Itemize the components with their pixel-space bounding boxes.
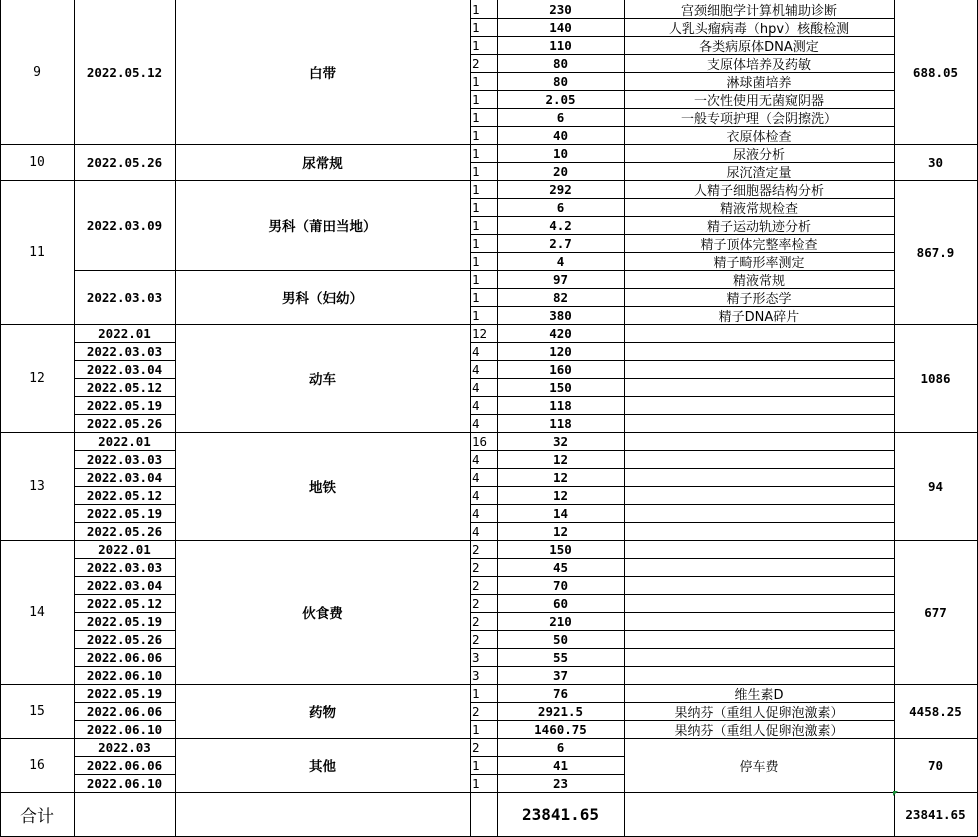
grid-line xyxy=(624,306,894,307)
grid-line xyxy=(74,342,175,343)
row-amount: 12 xyxy=(552,469,569,485)
row-item: 一般专项护理（会阴擦洗） xyxy=(680,111,837,127)
row-date: 2022.06.06 xyxy=(86,757,163,773)
row-quantity: 1 xyxy=(472,721,480,737)
row-quantity: 1 xyxy=(472,127,480,143)
row-item: 果纳芬（重组人促卵泡激素） xyxy=(674,723,844,739)
row-item: 精子畸形率测定 xyxy=(713,255,805,271)
row-item: 宫颈细胞学计算机辅助诊断 xyxy=(680,3,837,19)
row-amount: 6 xyxy=(556,199,565,215)
row-item xyxy=(624,342,894,360)
cell-marker-icon xyxy=(893,791,898,796)
grid-line xyxy=(624,666,894,667)
row-amount: 80 xyxy=(552,55,569,71)
grid-line xyxy=(74,702,175,703)
row-item: 果纳芬（重组人促卵泡激素） xyxy=(674,705,844,721)
grid-line xyxy=(470,576,624,577)
row-amount: 1460.75 xyxy=(534,721,587,737)
grid-line xyxy=(74,0,75,837)
row-quantity: 2 xyxy=(472,703,480,719)
row-item xyxy=(624,522,894,540)
row-amount: 32 xyxy=(552,433,569,449)
grid-line xyxy=(624,414,894,415)
grid-line xyxy=(624,18,894,19)
row-amount: 12 xyxy=(552,451,569,467)
row-date: 2022.05.26 xyxy=(86,415,163,431)
grid-line xyxy=(624,450,894,451)
row-item xyxy=(624,396,894,414)
row-quantity: 4 xyxy=(472,397,480,413)
grid-line xyxy=(470,630,624,631)
row-date: 2022.01 xyxy=(98,433,151,449)
grid-line xyxy=(74,612,175,613)
group-category: 白带 xyxy=(309,66,336,82)
group-number: 14 xyxy=(29,604,45,620)
grid-line xyxy=(470,90,624,91)
row-item xyxy=(624,576,894,594)
group-subtotal: 867.9 xyxy=(916,244,955,260)
row-item: 人精子细胞器结构分析 xyxy=(693,183,824,199)
row-item: 尿液分析 xyxy=(732,147,785,163)
row-quantity: 3 xyxy=(472,667,480,683)
grid-line xyxy=(470,504,624,505)
row-item xyxy=(624,360,894,378)
row-quantity: 4 xyxy=(472,487,480,503)
row-date: 2022.05.26 xyxy=(86,631,163,647)
row-quantity: 1 xyxy=(472,307,480,323)
row-date: 2022.05.12 xyxy=(86,64,163,80)
grid-line xyxy=(624,270,894,271)
row-date: 2022.01 xyxy=(98,541,151,557)
group-subtotal: 4458.25 xyxy=(909,703,962,719)
row-quantity: 12 xyxy=(472,325,488,341)
group-number: 10 xyxy=(29,154,45,170)
row-quantity: 1 xyxy=(472,1,480,17)
row-item xyxy=(624,630,894,648)
group-category: 地铁 xyxy=(309,480,336,496)
row-amount: 6 xyxy=(556,739,565,755)
row-item: 精液常规 xyxy=(732,273,785,289)
row-date: 2022.03.09 xyxy=(86,217,163,233)
group-category: 尿常规 xyxy=(302,156,343,172)
grid-line xyxy=(624,504,894,505)
grid-line xyxy=(74,756,175,757)
grid-line xyxy=(470,594,624,595)
total-amount: 23841.65 xyxy=(521,805,600,824)
row-quantity: 1 xyxy=(472,235,480,251)
group-subtotal: 1086 xyxy=(920,370,951,386)
row-quantity: 2 xyxy=(472,577,480,593)
row-item xyxy=(624,324,894,342)
grid-line xyxy=(470,18,624,19)
row-amount: 230 xyxy=(549,1,572,17)
row-amount: 41 xyxy=(552,757,569,773)
row-date: 2022.03.03 xyxy=(86,343,163,359)
row-quantity: 3 xyxy=(472,649,480,665)
row-date: 2022.05.19 xyxy=(86,613,163,629)
grid-line xyxy=(497,0,498,837)
grid-line xyxy=(624,72,894,73)
row-quantity: 1 xyxy=(472,253,480,269)
grid-line xyxy=(74,450,175,451)
group-number: 13 xyxy=(29,478,45,494)
row-quantity: 2 xyxy=(472,631,480,647)
grid-line xyxy=(74,576,175,577)
row-quantity: 4 xyxy=(472,379,480,395)
row-item: 支原体培养及药敏 xyxy=(706,57,811,73)
row-amount: 150 xyxy=(549,379,572,395)
row-amount: 55 xyxy=(552,649,569,665)
grid-line xyxy=(624,594,894,595)
grid-line xyxy=(74,396,175,397)
grid-line xyxy=(175,0,176,837)
grid-line xyxy=(74,774,175,775)
grid-line xyxy=(470,378,624,379)
row-date: 2022.05.12 xyxy=(86,595,163,611)
row-amount: 292 xyxy=(549,181,572,197)
row-item xyxy=(624,450,894,468)
row-date: 2022.05.19 xyxy=(86,505,163,521)
row-item xyxy=(624,594,894,612)
row-quantity: 1 xyxy=(472,775,480,791)
row-amount: 110 xyxy=(549,37,572,53)
grid-line xyxy=(470,756,624,757)
grid-line xyxy=(470,360,624,361)
row-quantity: 16 xyxy=(472,433,488,449)
row-date: 2022.03.03 xyxy=(86,451,163,467)
row-date: 2022.06.06 xyxy=(86,649,163,665)
row-amount: 420 xyxy=(549,325,572,341)
grid-line xyxy=(74,378,175,379)
row-item xyxy=(624,540,894,558)
grid-line xyxy=(470,342,624,343)
grid-line xyxy=(470,126,624,127)
row-quantity: 1 xyxy=(472,199,480,215)
group-subtotal: 94 xyxy=(927,478,944,494)
group-subtotal: 677 xyxy=(924,604,947,620)
row-item xyxy=(624,486,894,504)
grid-line xyxy=(74,486,175,487)
grid-line xyxy=(74,504,175,505)
grid-line xyxy=(470,414,624,415)
row-quantity: 2 xyxy=(472,595,480,611)
row-item: 精子形态学 xyxy=(726,291,792,307)
group-category: 男科（莆田当地） xyxy=(268,219,377,235)
grid-line xyxy=(624,0,625,837)
grid-line xyxy=(624,108,894,109)
grid-line xyxy=(470,54,624,55)
row-quantity: 1 xyxy=(472,91,480,107)
row-amount: 97 xyxy=(552,271,569,287)
row-amount: 120 xyxy=(549,343,572,359)
grid-line xyxy=(74,720,175,721)
row-item xyxy=(624,378,894,396)
row-item: 精子运动轨迹分析 xyxy=(706,219,811,235)
row-quantity: 1 xyxy=(472,37,480,53)
group-category: 伙食费 xyxy=(302,606,343,622)
grid-line xyxy=(894,0,895,837)
row-quantity: 2 xyxy=(472,55,480,71)
group-number: 16 xyxy=(29,757,45,773)
row-amount: 4.2 xyxy=(549,217,572,233)
row-quantity: 1 xyxy=(472,685,480,701)
grid-line xyxy=(624,288,894,289)
grid-line xyxy=(624,54,894,55)
row-date: 2022.03.04 xyxy=(86,577,163,593)
row-amount: 160 xyxy=(549,361,572,377)
grid-line xyxy=(470,774,624,775)
row-item xyxy=(624,558,894,576)
grid-line xyxy=(624,612,894,613)
row-quantity: 2 xyxy=(472,559,480,575)
grid-line xyxy=(470,486,624,487)
grid-line xyxy=(624,522,894,523)
row-date: 2022.05.26 xyxy=(86,523,163,539)
grid-line xyxy=(624,558,894,559)
row-item xyxy=(624,504,894,522)
row-amount: 40 xyxy=(552,127,569,143)
row-item: 尿沉渣定量 xyxy=(726,165,792,181)
row-item xyxy=(624,666,894,684)
grid-line xyxy=(470,450,624,451)
row-date: 2022.05.19 xyxy=(86,685,163,701)
row-amount: 4 xyxy=(556,253,565,269)
grid-line xyxy=(624,702,894,703)
grid-line xyxy=(624,360,894,361)
row-amount: 380 xyxy=(549,307,572,323)
row-quantity: 4 xyxy=(472,415,480,431)
row-quantity: 1 xyxy=(472,217,480,233)
group-number: 11 xyxy=(29,244,45,260)
row-item: 精子DNA碎片 xyxy=(718,309,800,325)
grid-line xyxy=(470,306,624,307)
grid-line xyxy=(470,522,624,523)
grid-line xyxy=(624,630,894,631)
grid-line xyxy=(624,720,894,721)
grid-line xyxy=(470,558,624,559)
row-amount: 10 xyxy=(552,145,569,161)
grid-line xyxy=(470,162,624,163)
grid-line xyxy=(470,252,624,253)
row-amount: 20 xyxy=(552,163,569,179)
row-item xyxy=(624,414,894,432)
row-quantity: 1 xyxy=(472,109,480,125)
grid-line xyxy=(470,720,624,721)
row-date: 2022.05.12 xyxy=(86,379,163,395)
row-amount: 2921.5 xyxy=(537,703,584,719)
row-amount: 12 xyxy=(552,523,569,539)
row-date: 2022.01 xyxy=(98,325,151,341)
row-amount: 80 xyxy=(552,73,569,89)
row-amount: 37 xyxy=(552,667,569,683)
row-amount: 45 xyxy=(552,559,569,575)
grid-line xyxy=(624,90,894,91)
row-quantity: 2 xyxy=(472,541,480,557)
row-item: 衣原体检查 xyxy=(726,129,792,145)
row-date: 2022.06.10 xyxy=(86,775,163,791)
row-quantity: 4 xyxy=(472,361,480,377)
grid-line xyxy=(624,648,894,649)
grid-line xyxy=(470,198,624,199)
grid-line xyxy=(470,270,624,271)
grid-line xyxy=(624,486,894,487)
row-amount: 14 xyxy=(552,505,569,521)
grid-line xyxy=(470,702,624,703)
row-amount: 76 xyxy=(552,685,569,701)
row-quantity: 4 xyxy=(472,343,480,359)
grid-line xyxy=(624,576,894,577)
grid-line xyxy=(624,396,894,397)
row-quantity: 4 xyxy=(472,469,480,485)
grid-line xyxy=(470,0,471,837)
grid-line xyxy=(624,378,894,379)
row-amount: 210 xyxy=(549,613,572,629)
row-amount: 6 xyxy=(556,109,565,125)
grid-line xyxy=(624,126,894,127)
grid-line xyxy=(624,252,894,253)
grid-line xyxy=(470,234,624,235)
row-date: 2022.05.12 xyxy=(86,487,163,503)
group-category: 男科（妇幼） xyxy=(282,291,363,307)
row-amount: 50 xyxy=(552,631,569,647)
row-quantity: 1 xyxy=(472,271,480,287)
grid-line xyxy=(470,72,624,73)
row-date: 2022.06.10 xyxy=(86,721,163,737)
row-quantity: 1 xyxy=(472,19,480,35)
row-quantity: 1 xyxy=(472,73,480,89)
row-amount: 12 xyxy=(552,487,569,503)
grid-line xyxy=(74,270,470,271)
row-item: 淋球菌培养 xyxy=(726,75,792,91)
grid-line xyxy=(74,648,175,649)
grid-line xyxy=(74,558,175,559)
row-amount: 118 xyxy=(549,415,572,431)
row-item: 各类病原体DNA测定 xyxy=(699,39,819,55)
grid-line xyxy=(74,414,175,415)
row-date: 2022.06.10 xyxy=(86,667,163,683)
row-amount: 140 xyxy=(549,19,572,35)
group-number: 15 xyxy=(29,703,45,719)
row-amount: 23 xyxy=(552,775,569,791)
group-category: 动车 xyxy=(309,372,336,388)
row-item: 停车费 xyxy=(739,759,779,775)
row-amount: 150 xyxy=(549,541,572,557)
row-date: 2022.05.26 xyxy=(86,154,163,170)
row-date: 2022.06.06 xyxy=(86,703,163,719)
group-category: 其他 xyxy=(309,759,336,775)
group-category: 药物 xyxy=(309,705,336,721)
row-quantity: 1 xyxy=(472,289,480,305)
row-date: 2022.05.19 xyxy=(86,397,163,413)
group-number: 9 xyxy=(33,64,41,80)
grid-line xyxy=(470,288,624,289)
total-subtotal: 23841.65 xyxy=(905,807,966,822)
grid-line xyxy=(624,468,894,469)
grid-line xyxy=(74,666,175,667)
grid-line xyxy=(74,594,175,595)
row-amount: 118 xyxy=(549,397,572,413)
grid-line xyxy=(624,342,894,343)
grid-line xyxy=(470,468,624,469)
row-amount: 70 xyxy=(552,577,569,593)
row-quantity: 4 xyxy=(472,505,480,521)
grid-line xyxy=(624,162,894,163)
row-quantity: 4 xyxy=(472,523,480,539)
grid-line xyxy=(74,630,175,631)
row-quantity: 1 xyxy=(472,181,480,197)
row-item: 精子顶体完整率检查 xyxy=(700,237,818,253)
group-subtotal: 70 xyxy=(927,757,944,773)
grid-line xyxy=(0,792,978,793)
row-item: 人乳头瘤病毒（hpv）核酸检测 xyxy=(668,21,850,37)
grid-line xyxy=(624,36,894,37)
total-label: 合计 xyxy=(20,807,54,827)
row-item: 维生素D xyxy=(734,687,784,703)
row-amount: 2.05 xyxy=(545,91,576,107)
group-subtotal: 688.05 xyxy=(912,64,959,80)
grid-line xyxy=(470,612,624,613)
grid-line xyxy=(0,0,1,837)
row-item xyxy=(624,612,894,630)
row-quantity: 1 xyxy=(472,757,480,773)
grid-line xyxy=(470,666,624,667)
grid-line xyxy=(470,396,624,397)
row-date: 2022.03.03 xyxy=(86,559,163,575)
row-item: 精液常规检查 xyxy=(719,201,798,217)
row-item: 一次性使用无菌窥阴器 xyxy=(693,93,824,109)
row-quantity: 2 xyxy=(472,739,480,755)
group-number: 12 xyxy=(29,370,45,386)
row-date: 2022.03.03 xyxy=(86,289,163,305)
row-amount: 60 xyxy=(552,595,569,611)
grid-line xyxy=(470,36,624,37)
grid-line xyxy=(624,234,894,235)
grid-line xyxy=(74,360,175,361)
row-item xyxy=(624,432,894,450)
row-item xyxy=(624,468,894,486)
grid-line xyxy=(624,198,894,199)
row-quantity: 1 xyxy=(472,145,480,161)
group-subtotal: 30 xyxy=(927,154,944,170)
grid-line xyxy=(74,468,175,469)
row-amount: 2.7 xyxy=(549,235,572,251)
row-quantity: 4 xyxy=(472,451,480,467)
grid-line xyxy=(624,216,894,217)
row-quantity: 2 xyxy=(472,613,480,629)
grid-line xyxy=(470,108,624,109)
row-quantity: 1 xyxy=(472,163,480,179)
grid-line xyxy=(74,522,175,523)
grid-line xyxy=(470,216,624,217)
row-amount: 82 xyxy=(552,289,569,305)
row-date: 2022.03.04 xyxy=(86,361,163,377)
row-date: 2022.03 xyxy=(98,739,151,755)
row-date: 2022.03.04 xyxy=(86,469,163,485)
grid-line xyxy=(470,648,624,649)
row-item xyxy=(624,648,894,666)
